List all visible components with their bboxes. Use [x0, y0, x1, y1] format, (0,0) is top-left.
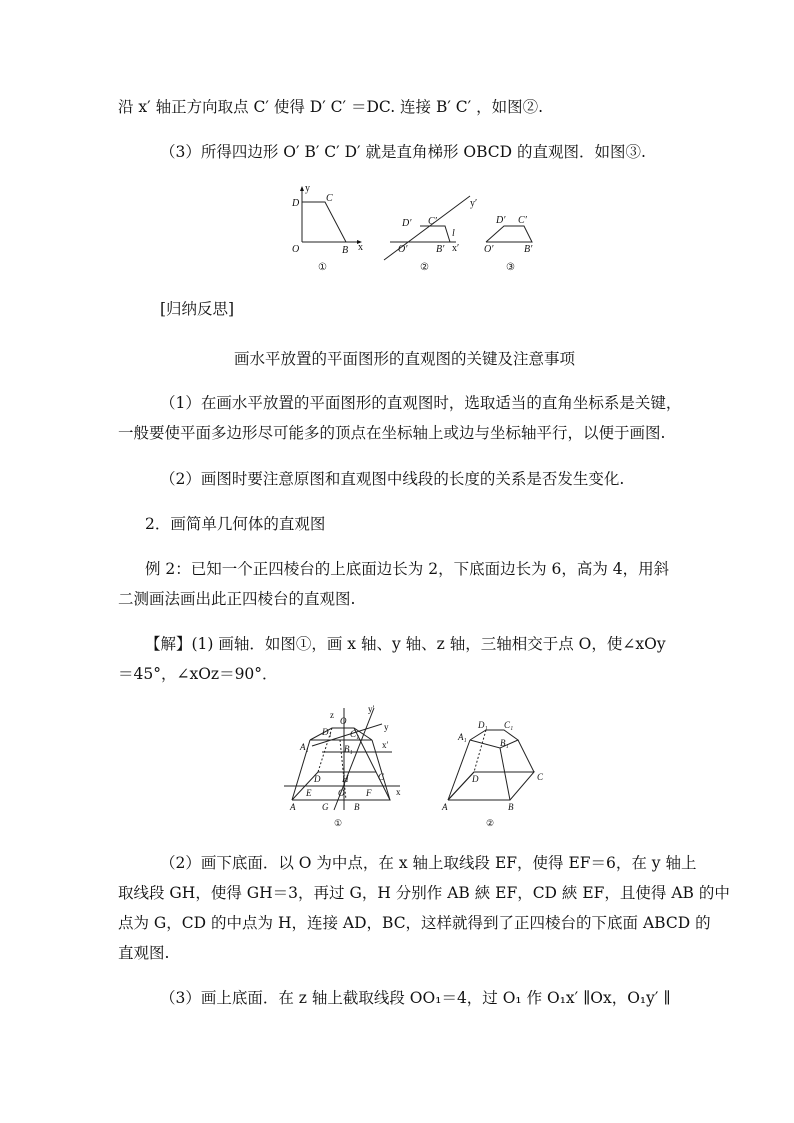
- vertex-label-B1: B₁: [344, 744, 353, 754]
- body-line: 【解】(1) 画轴．如图①，画 x 轴、y 轴、z 轴，三轴相交于点 O，使∠xOy: [145, 635, 666, 653]
- vertex-label-B: B′: [524, 244, 533, 255]
- vertex-label-A: A: [442, 802, 448, 812]
- vertex-label-B: B: [508, 802, 514, 812]
- body-line: 二测画法画出此正四棱台的直观图.: [118, 590, 356, 608]
- vertex-label-C: C: [537, 772, 544, 782]
- vertex-label-G: G: [322, 802, 329, 812]
- body-line: 点为 G，CD 的中点为 H，连接 AD，BC，这样就得到了正四棱台的下底面 ABCD 的: [118, 914, 711, 932]
- vertex-label-B1: B₁: [500, 738, 509, 748]
- body-line: 一般要使平面多边形尽可能多的顶点在坐标轴上或边与坐标轴平行，以便于画图.: [118, 424, 666, 442]
- vertex-label-D: D′: [496, 215, 506, 226]
- vertex-label-B: B: [342, 245, 349, 256]
- axis-label-x-prime: x′: [382, 740, 389, 750]
- axis-label-y: y′: [470, 198, 478, 209]
- vertex-label-D: D′: [402, 218, 412, 229]
- vertex-label: O: [340, 716, 347, 726]
- figure-trapezoid-views: [280, 180, 550, 280]
- vertex-label-B: B: [354, 802, 360, 812]
- vertex-label-O: O: [292, 244, 300, 255]
- body-line: 例 2：已知一个正四棱台的上底面边长为 2，下底面边长为 6，高为 4，用斜: [145, 560, 670, 578]
- vertex-label-D: D: [314, 774, 321, 784]
- section-heading: 2．画简单几何体的直观图: [145, 515, 326, 533]
- body-line: ＝45°，∠xOz＝90°．: [118, 665, 278, 683]
- axis-label-x: x: [358, 242, 363, 253]
- axis-label-z: z: [330, 710, 334, 720]
- body-line: （1）在画水平放置的平面图形的直观图时，选取适当的直角坐标系是关键，: [160, 394, 682, 412]
- vertex-label-A1: A₁: [300, 742, 309, 752]
- vertex-label-F: F: [366, 788, 372, 798]
- figure-caption: ②: [420, 262, 429, 273]
- figure-caption: ①: [318, 262, 327, 273]
- body-line: （3）所得四边形 O′ B′ C′ D′ 就是直角梯形 OBCD 的直观图．如图③.: [160, 143, 646, 161]
- vertex-label-O: O: [338, 788, 345, 798]
- body-line: （2）画图时要注意原图和直观图中线段的长度的关系是否发生变化.: [160, 470, 625, 488]
- figure-caption: ③: [506, 262, 515, 273]
- line-label-l: l: [452, 228, 455, 239]
- vertex-label-A1: A₁: [458, 732, 467, 742]
- axis-label-y: y: [384, 722, 389, 732]
- vertex-label-H: H: [342, 774, 349, 784]
- body-line: （2）画下底面．以 O 为中点，在 x 轴上取线段 EF，使得 EF＝6，在 y 轴上: [160, 854, 697, 872]
- vertex-label-O: O′: [484, 244, 494, 255]
- vertex-label-D1: D₁: [322, 727, 332, 737]
- axis-label-x: x: [396, 787, 401, 797]
- figure-caption: ①: [334, 818, 343, 828]
- body-line: 取线段 GH，使得 GH＝3，再过 G，H 分别作 AB 綊 EF，CD 綊 EF，且使得 AB 的中: [118, 884, 730, 902]
- vertex-label-C: C′: [518, 215, 527, 226]
- figure-frustum-views: [282, 700, 572, 830]
- axis-label-y: y: [305, 183, 310, 194]
- axis-label-x: x′: [452, 243, 460, 254]
- vertex-label-C: C: [326, 193, 333, 204]
- vertex-label-C: C: [378, 772, 385, 782]
- body-line: 沿 x′ 轴正方向取点 C′ 使得 D′ C′ ＝DC. 连接 B′ C′ ，如图②.: [118, 98, 544, 116]
- vertex-label-C1: C₁: [504, 720, 514, 730]
- vertex-label-E: E: [306, 788, 312, 798]
- vertex-label-C: C′: [428, 216, 437, 227]
- body-line: （3）画上底面．在 z 轴上截取线段 OO₁＝4，过 O₁ 作 O₁x′ ∥Ox，O₁y′ ∥: [160, 989, 671, 1007]
- vertex-label-D1: D₁: [478, 720, 488, 730]
- vertex-label-D: D: [292, 198, 300, 209]
- section-title: 画水平放置的平面图形的直观图的关键及注意事项: [234, 350, 576, 368]
- vertex-label-O: O′: [398, 244, 408, 255]
- section-label: [归纳反思]: [160, 300, 235, 318]
- vertex-label-B: B′: [436, 244, 445, 255]
- axis-label-y-prime: y′: [368, 704, 375, 714]
- vertex-label-D: D: [472, 774, 479, 784]
- vertex-label-A: A: [290, 802, 296, 812]
- vertex-label-C1: C₁: [350, 729, 360, 739]
- figure-caption: ②: [486, 818, 495, 828]
- body-line: 直观图.: [118, 944, 170, 962]
